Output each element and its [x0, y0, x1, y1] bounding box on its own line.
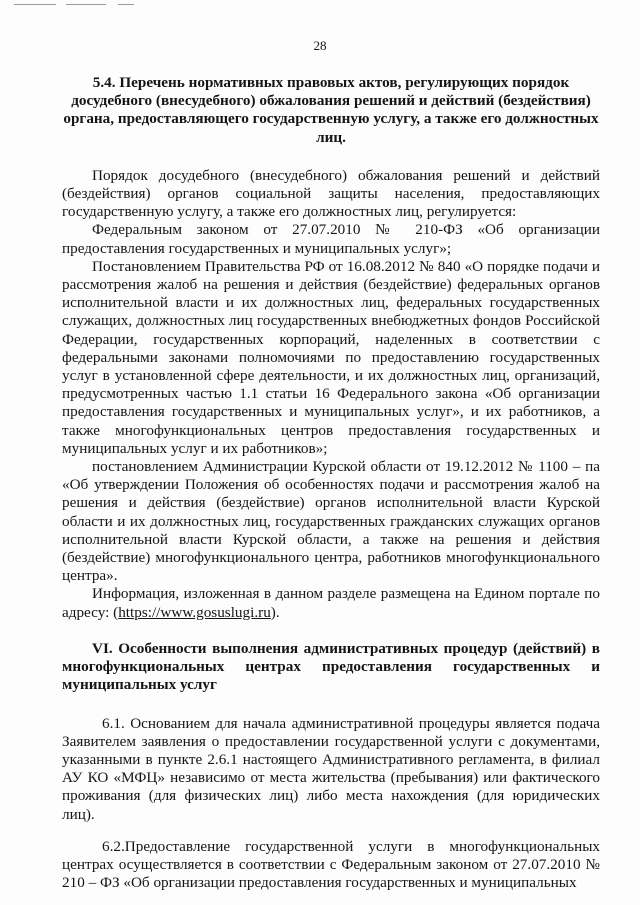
spacer: [62, 695, 600, 715]
spacer: [62, 622, 600, 640]
section-5-4-heading: 5.4. Перечень нормативных правовых актов, регулирующих порядок досудебного (внесудебного) обжалования решений и действий (бездействия) органа, предоставляющего государственную услугу, а также его должностных лиц.: [63, 74, 599, 146]
scan-artifact-line: [118, 4, 134, 5]
paragraph-6-1: 6.1. Основанием для начала административной процедуры является подача Заявителем заявления о предоставлении государственной услуги с документами, указанными в пункте 2.6.1 настоящего Административного регламента, в филиал АУ КО «МФЦ» независимо от места жительства (пребывания) или фактического проживания (для физических лиц) либо места нахождения (для юридических лиц).: [62, 714, 600, 823]
government-decree-840: Постановлением Правительства РФ от 16.08.2012 № 840 «О порядке подачи и рассмотрения жалоб на решения и действия (бездействие) федеральных органов исполнительной власти и их должностных лиц, федеральных государственных служащих, должностных лиц государственных внебюджетных фондов Российской Федерации, государственных корпораций, наделенных в соответствии с федеральными законами полномочиями по предоставлению государственных услуг в установленной сфере деятельности, и их должностных лиц, организаций, предусмотренных частью 1.1 статьи 16 Федерального закона «Об организации предоставления государственных и муниципальных услуг», и их работников, а также многофункциональных центров предоставления государственных и муниципальных услуг и их работников»;: [62, 257, 600, 457]
section-vi-heading: VI. Особенности выполнения административных процедур (действий) в многофункциональных центрах предоставления государственных и муниципальных услуг: [62, 639, 600, 694]
portal-info: [62, 585, 600, 621]
kursk-decree-1100: постановлением Администрации Курской области от 19.12.2012 № 1100 – па «Об утверждении Положения об особенностях подачи и рассмотрения жалоб на решения и действия (бездействие) органов исполнительной власти Курской области и их должностных лиц, государственных гражданских служащих органов исполнительной власти Курской области, а также на решения и действия (бездействие) многофункционального центра, работников многофункционального центра».: [62, 458, 600, 585]
gosuslugi-link[interactable]: https://www.gosuslugi.ru: [118, 603, 271, 621]
scan-artifact-line: [66, 4, 106, 5]
document-body: [62, 74, 600, 892]
page-number: 28: [313, 38, 327, 53]
section-5-4-intro: Порядок досудебного (внесудебного) обжалования решений и действий (бездействия) органов социальной защиты населения, предоставляющих государственную услугу, а также его должностных лиц, регулируется:: [62, 166, 600, 221]
spacer: [62, 147, 600, 167]
portal-info-suffix: ).: [270, 603, 280, 621]
portal-info-prefix: Информация, изложенная в данном разделе размещена на Едином портале по адресу: (: [62, 585, 600, 621]
section-vi-body: [62, 715, 600, 893]
paragraph-6-2: 6.2.Предоставление государственной услуги в многофункциональных центрах осуществляется в соответствии с Федеральным законом от 27.07.2010 № 210 – ФЗ «Об организации предоставления государственных и муниципальных: [62, 837, 600, 892]
spacer: [62, 824, 600, 838]
scan-artifact-line: [14, 4, 56, 5]
federal-law-210: Федеральным законом от 27.07.2010 № 210-ФЗ «Об организации предоставления государственных и муниципальных услуг»;: [62, 221, 600, 257]
